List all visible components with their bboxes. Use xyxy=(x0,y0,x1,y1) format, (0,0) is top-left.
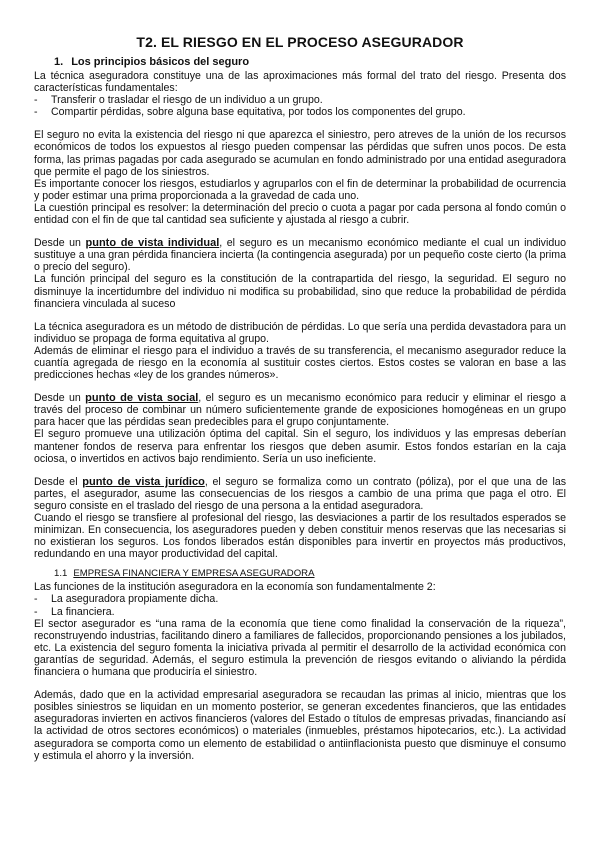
section-intro: La técnica aseguradora constituye una de las aproximaciones más formal del trato del riesgo. Presenta dos características fundamentales: xyxy=(34,70,566,95)
paragraph-capital: El seguro promueve una utilización óptima del capital. Sin el seguro, los individuos y las empresas deberían mantener fondos de reserva para enfrentar los riesgos que deben asumir. Estos fondos estarían en la caja ociosa, o invertidos en activos bajo rendimiento. Sería un uso ineficiente. xyxy=(34,428,566,465)
characteristics-list xyxy=(34,94,566,118)
section-number: 1. xyxy=(54,56,64,68)
paragraph-tecnica: La técnica aseguradora es un método de distribución de pérdidas. Lo que sería una perdida devastadora para un individuo se propaga de forma equitativa al grupo. xyxy=(34,320,566,345)
keyword-juridico: punto de vista jurídico xyxy=(82,475,205,488)
paragraph-seguro: El seguro no evita la existencia del riesgo ni que aparezca el siniestro, pero atreves de la unión de los recursos económicos de todos los expuestos al riesgo pueden compensar las pérdidas que sufren unos pocos. De esta forma, las primas pagadas por cada asegurado se acumulan en fondo administrado por una entidad aseguradora que permite el pago de los siniestros. xyxy=(34,129,566,178)
subsection-number: 1.1 xyxy=(54,568,68,580)
list-item: - La financiera. xyxy=(34,606,566,618)
section-heading xyxy=(54,56,566,69)
subsection-intro: Las funciones de la institución aseguradora en la economía son fundamentalmente 2: xyxy=(34,581,436,594)
list-item: - Transferir o trasladar el riesgo de un individuo a un grupo. xyxy=(34,94,566,106)
paragraph-individual: Desde un punto de vista individual, el seguro es un mecanismo económico mediante el cual un individuo sustituye a una gran pérdida financiera incierta (la contingencia asegurada) por un pequeño coste cierto (la prima o precio del seguro). xyxy=(34,237,566,274)
paragraph-reservas: Cuando el riesgo se transfiere al profesional del riesgo, las desviaciones a partir de los resultados esperados se minimizan. En consecuencia, los aseguradores pueden y deben constituir menos reservas que las necesarias si no existieran los seguros. Los fondos liberados están disponibles para invertir en proyectos más productivos, redundando en una mayor productividad del capital. xyxy=(34,512,566,561)
list-item: - Compartir pérdidas, sobre alguna base equitativa, por todos los componentes del grupo. xyxy=(34,106,566,118)
document-page xyxy=(34,34,566,762)
subsection-heading xyxy=(54,568,566,580)
paragraph-final: Además, dado que en la actividad empresarial aseguradora se recaudan las primas al inicio, mientras que los posibles siniestros se liquidan en un momento posterior, se generan excedentes financieros, que las entidades aseguradoras invierten en activos financieros (valores del Estado o títulos de empresas privadas, financiando así la actividad de otros sectores económicos) o materiales (inmuebles, préstamos hipotecarios, etc.). La actividad aseguradora se comporta como un elemento de estabilidad o antiinflacionista puesto que disminuye el consumo y estimula el ahorro y la inversión. xyxy=(34,689,566,762)
subsection-title: EMPRESA FINANCIERA Y EMPRESA ASEGURADORA xyxy=(73,568,315,580)
paragraph-cuestion: La cuestión principal es resolver: la determinación del precio o cuota a pagar por cada persona al fondo común o entidad con el fin de que tal cantidad sea suficiente y ajustada al riesgo a cubrir. xyxy=(34,201,566,227)
document-title: T2. EL RIESGO EN EL PROCESO ASEGURADOR xyxy=(136,34,464,50)
functions-list xyxy=(34,593,566,617)
section-title: Los principios básicos del seguro xyxy=(71,56,250,68)
paragraph-ademas: Además de eliminar el riesgo para el individuo a través de su transferencia, el mecanismo asegurador reduce la cuantía agregada de riesgo en la economía al sustituir costes ciertos. Estos costes se valoran en base a las predicciones hechas «ley de los grandes números». xyxy=(34,344,566,382)
list-item: - La aseguradora propiamente dicha. xyxy=(34,593,566,605)
paragraph-sector: El sector asegurador es “una rama de la economía que tiene como finalidad la conservación de la riqueza”, reconstruyendo industrias, facilitando dinero a familiares de fallecidos, proporcionando pensiones a los jubilados, etc. La existencia del seguro fomenta la iniciativa privada al permitir el desarrollo de la actividad económica con garantías de seguridad. Además, el seguro estimula la prevención de riesgos evitando o aliviando la pérdida financiera o humana que produciría el siniestro. xyxy=(34,617,566,679)
paragraph-funcion: La función principal del seguro es la constitución de la contrapartida del riesgo, la seguridad. El seguro no disminuye la incertidumbre del individuo ni modifica su probabilidad, sino que reduce la probabilidad de pérdida financiera vinculada al suceso xyxy=(34,273,566,310)
paragraph-juridico: Desde el punto de vista jurídico, el seguro se formaliza como un contrato (póliza), por el que una de las partes, el asegurador, asume las consecuencias de los riesgos a cambio de una prima que paga el otro. El seguro consiste en el traslado del riesgo de una persona a la entidad aseguradora. xyxy=(34,475,567,512)
paragraph-importante: Es importante conocer los riesgos, estudiarlos y agruparlos con el fin de determinar la probabilidad de ocurrencia y poder estimar una prima proporcionada a la gravedad de cada uno. xyxy=(34,177,566,202)
keyword-individual: punto de vista individual xyxy=(85,237,220,250)
paragraph-social: Desde un punto de vista social, el seguro es un mecanismo económico para reducir y eliminar el riesgo a través del proceso de combinar un número suficientemente grande de exposiciones homogéneas en un grupo para hacer que las pérdidas sean predecibles para el grupo conjuntamente. xyxy=(34,392,566,429)
keyword-social: punto de vista social xyxy=(85,392,199,405)
